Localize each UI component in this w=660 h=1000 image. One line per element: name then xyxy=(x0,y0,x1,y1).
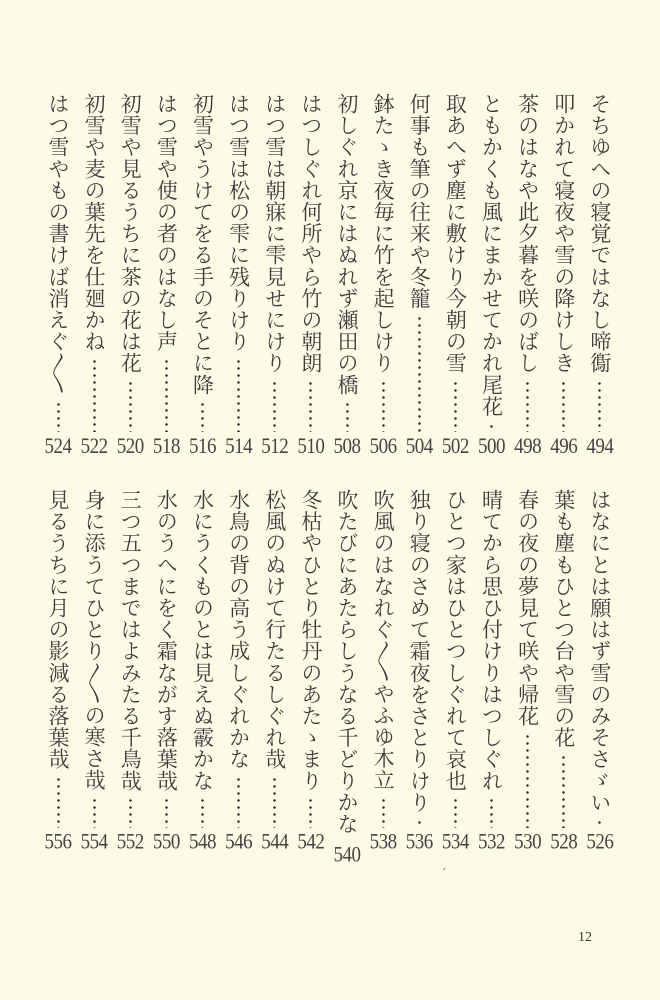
haiku-verse: 独り寝のさめて霜夜をさとりけり xyxy=(407,489,432,813)
toc-entry[interactable] xyxy=(478,489,506,854)
toc-entry[interactable] xyxy=(80,489,108,854)
dot-leader xyxy=(93,797,96,828)
toc-entry[interactable] xyxy=(297,489,325,854)
haiku-verse: 初雪やうけてをる手のそとに降 xyxy=(190,93,215,396)
toc-entry[interactable] xyxy=(261,489,289,854)
contents-lower-block xyxy=(44,489,614,868)
dot-leader xyxy=(382,797,385,828)
haiku-verse: はつ雪や使の者のはなし声 xyxy=(154,93,179,353)
entry-page-number: 522 xyxy=(80,434,108,459)
dot-leader xyxy=(309,380,312,432)
toc-entry[interactable] xyxy=(152,489,180,854)
dot-leader xyxy=(309,797,312,828)
dot-leader xyxy=(562,380,565,432)
entry-page-number: 518 xyxy=(152,434,180,459)
dot-leader xyxy=(490,797,493,828)
dot-leader xyxy=(165,797,168,828)
haiku-verse: そちゆへの寝覚ではなし啼鵆 xyxy=(587,93,612,374)
dot-leader xyxy=(598,819,601,828)
haiku-verse: はつ雪は朝寐に雫見せにけり xyxy=(262,93,287,374)
toc-entry[interactable] xyxy=(550,93,578,458)
entry-page-number: 554 xyxy=(80,830,108,855)
toc-entry[interactable] xyxy=(586,93,614,458)
entry-page-number: 494 xyxy=(586,434,614,459)
haiku-verse: 何事も筆の往来や冬籠 xyxy=(407,93,432,309)
haiku-verse: はなにとは願はず雪のみそさゞい xyxy=(587,489,612,813)
dot-leader xyxy=(165,358,168,432)
haiku-verse: 葉も塵もひとつ台や雪の花 xyxy=(551,489,576,749)
entry-page-number: 540 xyxy=(333,842,361,868)
toc-entry[interactable] xyxy=(441,489,469,854)
haiku-verse: はつ雪やもの書けば消えぐ〳〵 xyxy=(46,93,70,395)
entry-page-number: 532 xyxy=(478,830,505,855)
toc-entry[interactable] xyxy=(514,93,542,458)
dot-leader xyxy=(454,380,457,432)
dot-leader xyxy=(237,776,240,828)
toc-entry[interactable] xyxy=(152,93,180,458)
dot-leader xyxy=(129,380,132,432)
toc-entry[interactable] xyxy=(333,93,361,458)
toc-entry[interactable] xyxy=(514,489,542,854)
toc-entry[interactable] xyxy=(369,93,397,458)
dot-leader xyxy=(418,315,421,432)
entry-page-number: 550 xyxy=(152,830,180,855)
entry-page-number: 506 xyxy=(369,434,397,459)
dot-leader xyxy=(57,401,60,432)
entry-page-number: 542 xyxy=(297,830,325,855)
entry-page-number: 538 xyxy=(369,830,397,855)
contents-upper-block xyxy=(44,93,614,458)
toc-entry[interactable] xyxy=(189,93,217,458)
entry-page-number: 530 xyxy=(514,830,542,855)
haiku-verse: 水のうへにをく霜ながす落葉哉 xyxy=(154,489,179,792)
toc-entry[interactable] xyxy=(116,93,144,458)
entry-page-number: 546 xyxy=(225,830,253,855)
haiku-verse: 春の夜の夢見て咲や帰花 xyxy=(515,489,540,727)
dot-leader xyxy=(562,754,565,828)
haiku-verse: ひとつ家はひとつしぐれて哀也 xyxy=(443,489,468,792)
haiku-verse: 晴てから思ひ付けりはつしぐれ xyxy=(479,489,504,792)
entry-page-number: 556 xyxy=(44,830,72,855)
toc-entry[interactable] xyxy=(44,93,72,458)
toc-entry[interactable] xyxy=(80,93,108,458)
entry-page-number: 504 xyxy=(405,434,433,459)
haiku-verse: 初雪や麦の葉先を仕廻かね xyxy=(82,93,107,353)
toc-entry[interactable] xyxy=(586,489,614,854)
haiku-verse: 水鳥の背の高う成しぐれかな xyxy=(226,489,251,770)
toc-entry[interactable] xyxy=(44,489,72,854)
dot-leader xyxy=(346,401,349,432)
entry-page-number: 526 xyxy=(586,830,614,855)
entry-page-number: 496 xyxy=(550,434,578,459)
haiku-verse: 鉢たゝき夜毎に竹を起しけり xyxy=(371,93,396,374)
toc-entry[interactable] xyxy=(225,489,253,854)
toc-entry[interactable] xyxy=(478,93,506,458)
dot-leader xyxy=(526,733,529,828)
haiku-verse: 身に添うてひとり〳〵の寒さ哉 xyxy=(82,489,107,791)
haiku-verse: 初雪や見るうちに茶の花は花 xyxy=(118,93,143,374)
dot-leader xyxy=(237,358,240,432)
toc-entry[interactable] xyxy=(116,489,144,854)
entry-page-number: 548 xyxy=(189,830,216,855)
dot-leader xyxy=(201,797,204,828)
haiku-verse: 初しぐれ京にはぬれず瀬田の橋 xyxy=(335,93,359,396)
haiku-verse: 叩かれて寝夜や雪の降けしき xyxy=(551,93,576,374)
entry-page-number: 524 xyxy=(44,434,72,459)
haiku-verse: 吹風のはなれぐ〳〵やふゆ木立 xyxy=(371,489,396,791)
toc-entry[interactable] xyxy=(369,489,397,854)
page-number: 12 xyxy=(578,930,592,945)
dot-leader xyxy=(454,797,457,828)
toc-entry[interactable] xyxy=(405,93,433,458)
entry-page-number: 520 xyxy=(116,434,144,459)
haiku-verse: 松風のぬけて行たるしぐれ哉 xyxy=(262,489,287,770)
dot-leader xyxy=(273,776,276,828)
toc-entry[interactable] xyxy=(405,489,433,854)
entry-page-number: 552 xyxy=(116,830,144,855)
dot-leader xyxy=(526,380,529,432)
entry-page-number: 498 xyxy=(514,434,542,459)
entry-page-number: 516 xyxy=(189,434,216,459)
entry-page-number: 534 xyxy=(441,830,469,855)
haiku-verse: はつ雪は松の雫に残りけり xyxy=(226,93,251,353)
toc-entry[interactable] xyxy=(333,489,361,868)
haiku-verse: 取あへず塵に敷けり今朝の雪 xyxy=(443,93,468,374)
haiku-verse: 吹たびにあたらしうなる千どりかな xyxy=(335,489,359,835)
dot-leader xyxy=(273,380,276,432)
haiku-verse: 見るうちに月の影減る落葉哉 xyxy=(46,489,70,770)
toc-entry[interactable] xyxy=(550,489,578,854)
toc-entry[interactable] xyxy=(225,93,253,458)
entry-page-number: 514 xyxy=(225,434,253,459)
dot-leader xyxy=(93,358,96,432)
dot-leader xyxy=(490,423,493,432)
entry-page-number: 508 xyxy=(333,434,361,459)
dot-leader xyxy=(57,776,60,828)
dot-leader xyxy=(382,380,385,432)
entry-page-number: 536 xyxy=(405,830,433,855)
haiku-verse: ともかくも風にまかせてかれ尾花 xyxy=(479,93,504,417)
toc-entry[interactable] xyxy=(189,489,217,854)
toc-entry[interactable] xyxy=(261,93,289,458)
dot-leader xyxy=(129,797,132,828)
dot-leader xyxy=(598,380,601,432)
haiku-verse: 三つ五つまではよみたる千鳥哉 xyxy=(118,489,143,792)
entry-page-number: 500 xyxy=(478,434,505,459)
haiku-verse: はつしぐれ何所やら竹の朝朗 xyxy=(298,93,323,374)
stray-mark: ′ xyxy=(443,866,446,880)
entry-page-number: 528 xyxy=(550,830,578,855)
toc-entry[interactable] xyxy=(441,93,469,458)
haiku-verse: 冬枯やひとり牡丹のあたゝまり xyxy=(298,489,323,792)
entry-page-number: 544 xyxy=(261,830,289,855)
entry-page-number: 510 xyxy=(297,434,325,459)
haiku-verse: 茶のはなや此夕暮を咲のばし xyxy=(515,93,540,374)
dot-leader xyxy=(418,819,421,828)
dot-leader xyxy=(201,401,204,432)
haiku-verse: 水にうくものとは見えぬ霰かな xyxy=(190,489,215,792)
entry-page-number: 502 xyxy=(441,434,469,459)
entry-page-number: 512 xyxy=(261,434,289,459)
toc-entry[interactable] xyxy=(297,93,325,458)
